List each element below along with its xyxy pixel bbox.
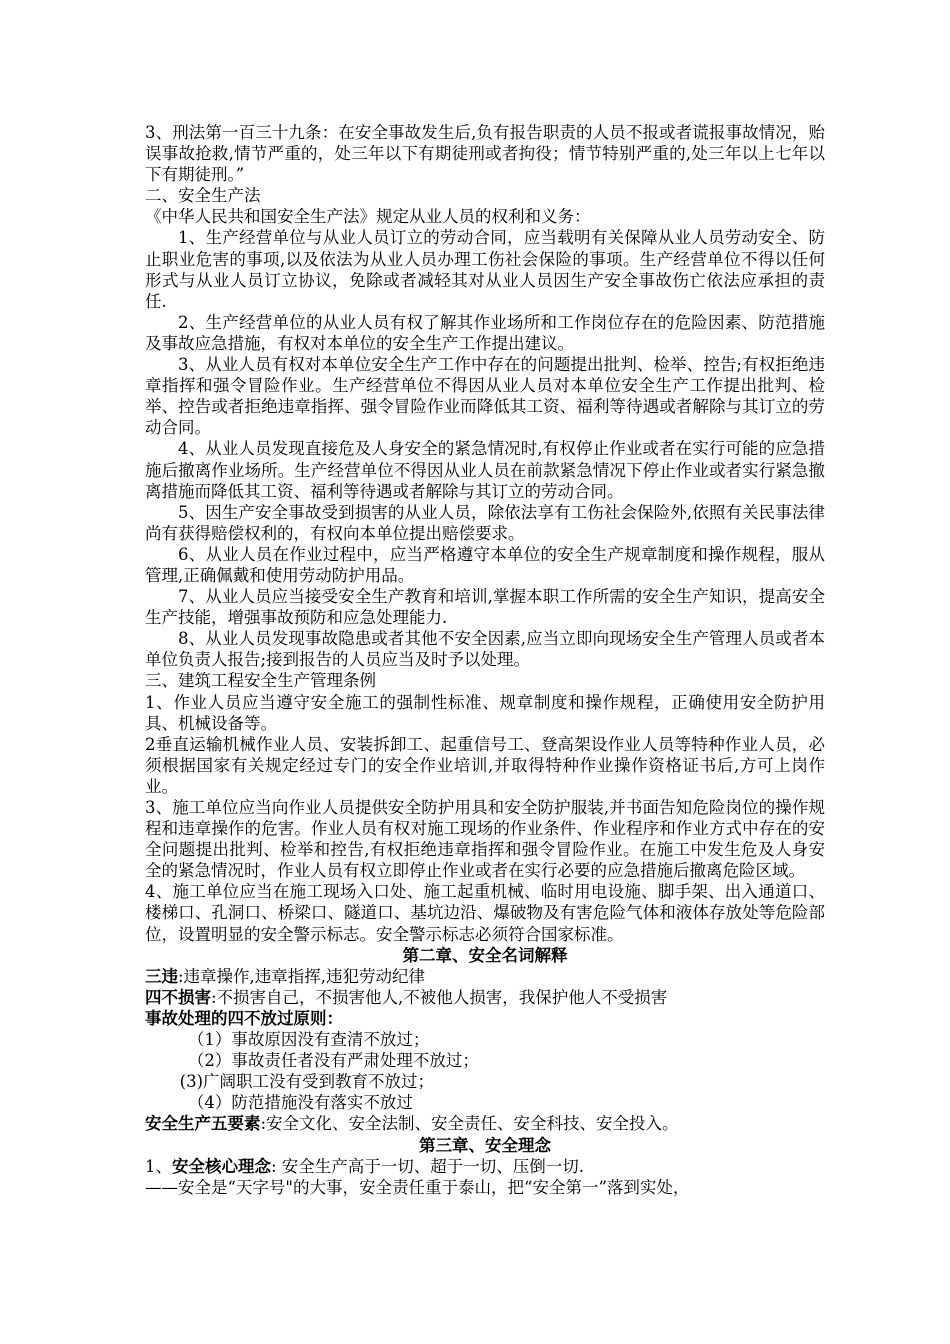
construction-regulation-item: 4、施工单位应当在施工现场入口处、施工起重机械、临时用电设施、脚手架、出入通道口、楼梯口、孔洞口、桥梁口、隧道口、基坑边沿、爆破物及有害危险气体和液体存放处等危险部位，设置明显的安全警示标志。安全警示标志必须符合国家标准。 xyxy=(145,882,825,944)
term-definition: :违章操作,违章指挥,违犯劳动纪律 xyxy=(178,966,426,986)
safety-law-item: 4、从业人员发现直接危及人身安全的紧急情况时,有权停止作业或者在实行可能的应急措施后撤离作业场所。生产经营单位不得因从业人员在前款紧急情况下停止作业或者实行紧急撤离措施而降低其工资、福利等待遇或者解除与其订立的劳动合同。 xyxy=(145,439,825,501)
criminal-law-paragraph: 3、刑法第一百三十九条：在安全事故发生后,负有报告职责的人员不报或者谎报事故情况，贻误事故抢救,情节严重的，处三年以下有期徒刑或者拘役；情节特别严重的,处三年以上七年以下有期徒刑。” xyxy=(145,123,825,185)
term-label: 四不损害 xyxy=(145,987,211,1007)
principle-item: （2）事故责任者没有严肃处理不放过； xyxy=(187,1051,479,1071)
document-page xyxy=(145,122,825,1198)
core-concept-number: 1、 xyxy=(145,1156,172,1176)
term-si-bu-sunhai xyxy=(145,987,825,1008)
principle-item: （1）事故原因没有查清不放过； xyxy=(187,1030,430,1050)
term-five-elements xyxy=(145,1113,825,1134)
construction-regulation-item: 2垂直运输机械作业人员、安装拆卸工、起重信号工、登高架设作业人员等特种作业人员，必须根据国家有关规定经过专门的安全作业培训,并取得特种作业操作资格证书后,方可上岗作业。 xyxy=(145,734,825,796)
safety-law-item: 3、从业人员有权对本单位安全生产工作中存在的问题提出批判、检举、控告;有权拒绝违章指挥和强令冒险作业。生产经营单位不得因从业人员对本单位安全生产工作提出批判、检举、控告或者拒绝违章指挥、强令冒险作业而降低其工资、福利等待遇或者解除与其订立的劳动合同。 xyxy=(145,355,825,438)
chapter-3-title: 第三章、安全理念 xyxy=(419,1135,551,1155)
safety-law-item: 6、从业人员在作业过程中，应当严格遵守本单位的安全生产规章制度和操作规程，服从管理,正确佩戴和使用劳动防护用品。 xyxy=(145,544,825,585)
core-concept-line xyxy=(145,1156,825,1177)
term-definition: :安全文化、安全法制、安全责任、安全科技、安全投入。 xyxy=(260,1114,679,1134)
safety-law-item: 8、从业人员发现事故隐患或者其他不安全因素,应当立即向现场安全生产管理人员或者本单位负责人报告;接到报告的人员应当及时予以处理。 xyxy=(145,629,825,670)
term-label: 安全生产五要素 xyxy=(145,1114,261,1134)
section-heading-construction-regulation: 三、建筑工程安全生产管理条例 xyxy=(145,671,376,691)
core-concept-label: 安全核心理念 xyxy=(172,1156,271,1176)
term-definition: :不损害自己，不损害他人,不被他人损害，我保护他人不受损害 xyxy=(211,987,668,1007)
tianzihao-line: ——安全是“天字号"的大事，安全责任重于泰山，把“安全第一”落到实处， xyxy=(145,1177,690,1197)
principle-item: (3)广阔职工没有受到教育不放过； xyxy=(179,1072,435,1092)
construction-regulation-item: 1、作业人员应当遵守安全施工的强制性标准、规章制度和操作规程，正确使用安全防护用具、机械设备等。 xyxy=(145,692,825,733)
chapter-2-title: 第二章、安全名词解释 xyxy=(402,945,568,965)
safety-law-item: 1、生产经营单位与从业人员订立的劳动合同，应当载明有关保障从业人员劳动安全、防止职业危害的事项,以及依法为从业人员办理工伤社会保险的事项。生产经营单位不得以任何形式与从业人员订立协议，免除或者减轻其对从业人员因生产安全事故伤亡依法应承担的责任. xyxy=(145,228,825,311)
term-four-principles: 事故处理的四不放过原则： xyxy=(145,1008,343,1028)
safety-law-item: 7、从业人员应当接受安全生产教育和培训,掌握本职工作所需的安全生产知识，提高安全生产技能，增强事故预防和应急处理能力. xyxy=(145,587,825,628)
principle-item: （4）防范措施没有落实不放过 xyxy=(187,1093,413,1113)
construction-regulation-item: 3、施工单位应当向作业人员提供安全防护用具和安全防护服装,并书面告知危险岗位的操作规程和违章操作的危害。作业人员有权对施工现场的作业条件、作业程序和作业方式中存在的安全问题提出批判、检举和控告,有权拒绝违章指挥和强令冒险作业。在施工中发生危及人身安全的紧急情况时，作业人员有权立即停止作业或者在实行必要的应急措施后撤离危险区域。 xyxy=(145,798,825,881)
section-heading-safety-law: 二、安全生产法 xyxy=(145,186,261,206)
core-concept-text: : 安全生产高于一切、超于一切、压倒一切. xyxy=(271,1156,585,1176)
safety-law-intro: 《中华人民共和国安全生产法》规定从业人员的权利和义务： xyxy=(145,207,591,227)
term-label: 三违 xyxy=(145,966,178,986)
term-san-wei xyxy=(145,966,825,987)
safety-law-item: 2、生产经营单位的从业人员有权了解其作业场所和工作岗位存在的危险因素、防范措施及事故应急措施，有权对本单位的安全生产工作提出建议。 xyxy=(145,312,825,353)
safety-law-item: 5、因生产安全事故受到损害的从业人员，除依法享有工伤社会保险外,依照有关民事法律尚有获得赔偿权利的，有权向本单位提出赔偿要求。 xyxy=(145,502,825,543)
